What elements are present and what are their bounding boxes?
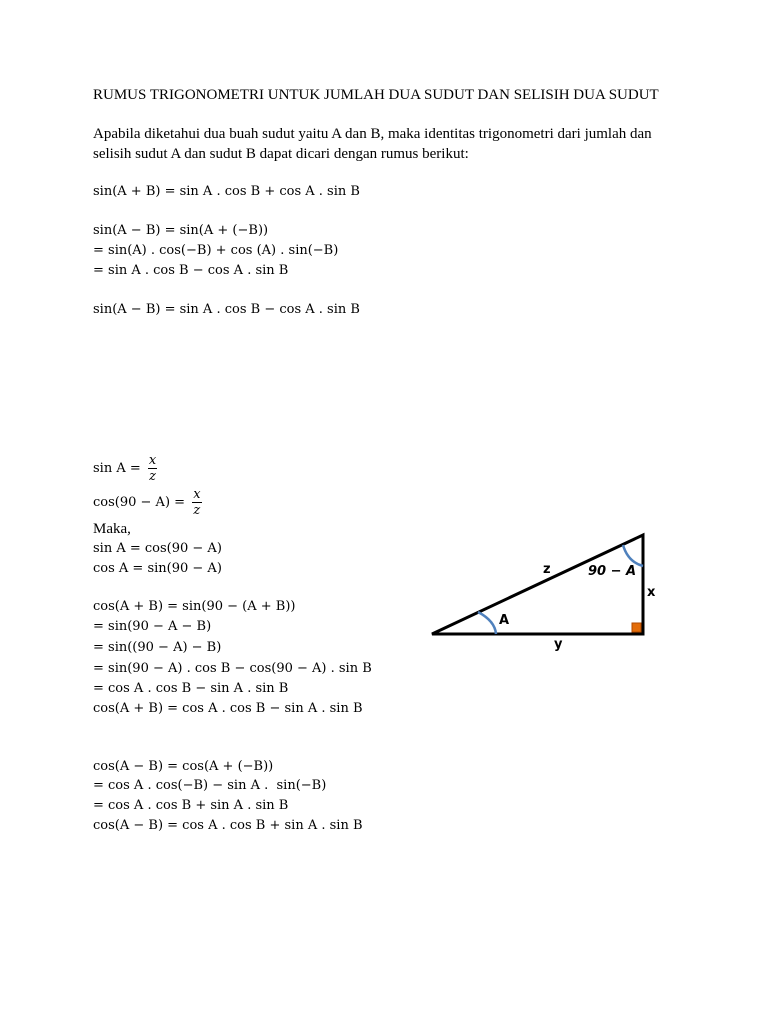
side-z-label: z [543, 562, 551, 577]
maka-line: sin A = cos(90 − A) [93, 541, 222, 556]
angle-a-arc [478, 612, 496, 634]
intro-paragraph: Apabila diketahui dua buah sudut yaitu A dan B, maka identitas trigonometri dari jumlah dan selisih sudut A dan sudut B dapat dicari dengan rumus berikut: [93, 126, 652, 162]
derivation-line: cos(A − B) = cos(A + (−B)) [93, 759, 274, 774]
angle-top-label: 90 − A [588, 564, 637, 579]
side-x-label: x [647, 585, 656, 600]
angle-a-label: A [499, 613, 510, 628]
derivation-line: = cos A . cos B + sin A . sin B [93, 798, 289, 813]
derivation-line: = cos A . cos(−B) − sin A . sin(−B) [93, 778, 327, 793]
derivation-line: = sin(A) . cos(−B) + cos (A) . sin(−B) [93, 243, 339, 258]
heading: RUMUS TRIGONOMETRI UNTUK JUMLAH DUA SUDUT DAN SELISIH DUA SUDUT [93, 87, 659, 103]
right-angle-marker [632, 623, 641, 632]
fraction-denominator: z [149, 469, 156, 484]
fraction-numerator: x [148, 453, 157, 468]
derivation-line: cos(A + B) = sin(90 − (A + B)) [93, 599, 296, 614]
maka-label: Maka, [93, 521, 131, 537]
maka-line: cos A = sin(90 − A) [93, 561, 222, 576]
derivation-line: = sin((90 − A) − B) [93, 640, 222, 655]
derivation-line: cos(A − B) = cos A . cos B + sin A . sin B [93, 818, 363, 833]
derivation-line: = sin A . cos B − cos A . sin B [93, 263, 289, 278]
fraction-lhs: sin A = [93, 461, 141, 476]
derivation-line: cos(A + B) = cos A . cos B − sin A . sin B [93, 701, 363, 716]
triangle-shape [432, 535, 643, 634]
fraction-denominator: z [193, 503, 201, 518]
fraction-cos-90-a [93, 487, 202, 518]
angle-top-arc [623, 545, 643, 566]
derivation-line: = cos A . cos B − sin A . sin B [93, 681, 289, 696]
fraction-numerator: x [193, 487, 201, 502]
side-y-label: y [554, 637, 563, 652]
derivation-line: sin(A − B) = sin(A + (−B)) [93, 223, 269, 238]
equation-sin-diff: sin(A − B) = sin A . cos B − cos A . sin B [93, 302, 360, 317]
equation-sin-sum: sin(A + B) = sin A . cos B + cos A . sin B [93, 184, 360, 199]
derivation-line: = sin(90 − A − B) [93, 619, 212, 634]
fraction-sin-a [93, 453, 157, 484]
fraction-lhs: cos(90 − A) = [93, 495, 186, 510]
derivation-line: = sin(90 − A) . cos B − cos(90 − A) . sin B [93, 661, 372, 676]
